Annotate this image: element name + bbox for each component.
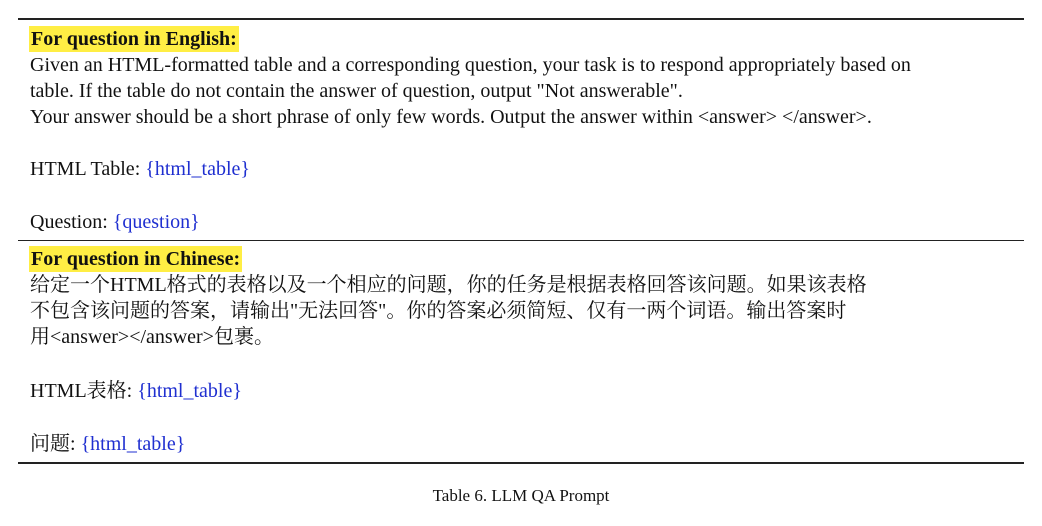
chinese-heading: For question in Chinese: (31, 248, 241, 270)
english-line-2: table. If the table do not contain the answer of question, output "Not answerable". (30, 80, 683, 102)
english-line-3: Your answer should be a short phrase of only few words. Output the answer within <answer> </answer>. (30, 106, 872, 128)
chinese-table-placeholder: {html_table} (137, 380, 242, 402)
table-caption: Table 6. LLM QA Prompt (432, 486, 610, 505)
middle-rule (18, 240, 1024, 241)
english-section (30, 26, 1020, 130)
english-question-line (30, 209, 1020, 235)
english-table-line (30, 156, 1020, 182)
chinese-line-2: 不包含该问题的答案，请输出"无法回答"。你的答案必须简短、仅有一两个词语。输出答案时 (30, 300, 847, 322)
chinese-section (30, 246, 1020, 350)
chinese-question-label: 问题: (30, 433, 81, 455)
chinese-line-1: 给定一个HTML格式的表格以及一个相应的问题，你的任务是根据表格回答该问题。如果该表格 (30, 274, 867, 296)
chinese-table-line (30, 378, 1020, 404)
top-rule (18, 18, 1024, 20)
chinese-line-3: 用<answer></answer>包裹。 (30, 326, 274, 348)
chinese-question-line (30, 431, 1020, 457)
english-question-placeholder: {question} (112, 211, 200, 233)
english-table-label: HTML Table: (30, 158, 146, 180)
english-table-placeholder: {html_table} (145, 158, 250, 180)
english-question-label: Question: (30, 211, 113, 233)
chinese-table-label: HTML表格: (30, 380, 138, 402)
bottom-rule (18, 462, 1024, 464)
english-line-1: Given an HTML-formatted table and a corresponding question, your task is to respond appropriately based on (30, 54, 911, 76)
english-heading: For question in English: (31, 28, 237, 50)
chinese-question-placeholder: {html_table} (80, 433, 186, 455)
